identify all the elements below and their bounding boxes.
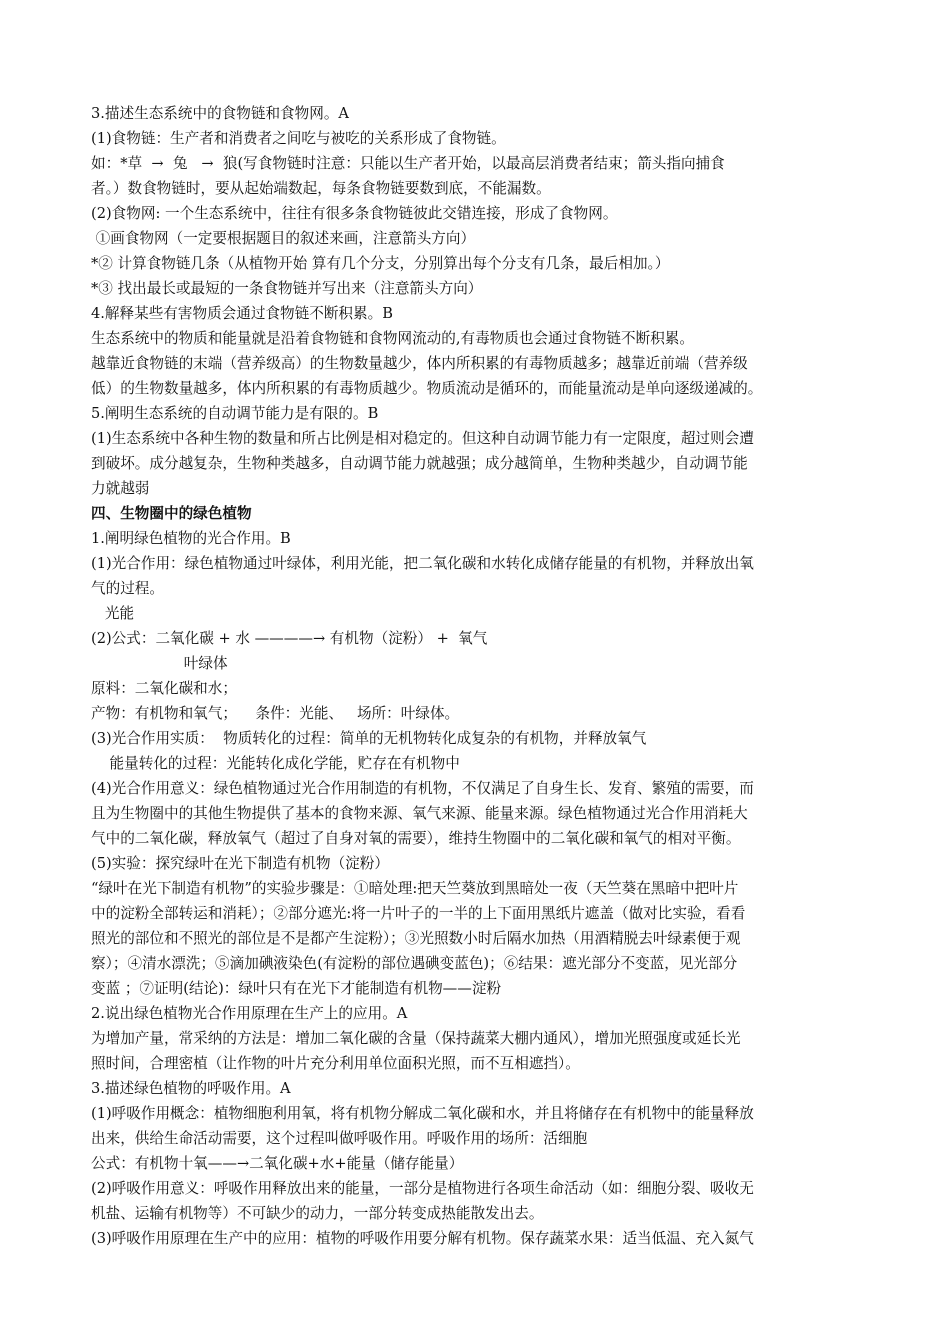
text-line: (1)生态系统中各种生物的数量和所占比例是相对稳定的。但这种自动调节能力有一定限度，超过则会遭: [91, 430, 754, 447]
text-line: 气中的二氧化碳，释放氧气（超过了自身对氧的需要），维持生物圈中的二氧化碳和氧气的相对平衡。: [91, 830, 741, 847]
formula-condition-light: 光能: [91, 605, 135, 622]
text-line: 为增加产量，常采纳的方法是：增加二氧化碳的含量（保持蔬菜大棚内通风），增加光照强度或延长光: [91, 1030, 741, 1047]
text-line: 照光的部位和不照光的部位是不是都产生淀粉）；③光照数小时后隔水加热（用酒精脱去叶绿素便于观: [91, 930, 741, 947]
text-line: ①画食物网（一定要根据题目的叙述来画，注意箭头方向）: [91, 230, 476, 247]
heading-self-regulation: 5.阐明生态系统的自动调节能力是有限的。B: [91, 405, 379, 422]
text-line: 力就越弱: [91, 480, 150, 497]
text-line: (3)光合作用实质： 物质转化的过程：简单的无机物转化成复杂的有机物，并释放氧气: [91, 730, 647, 747]
text-line: 原料：二氧化碳和水；: [91, 680, 237, 697]
heading-food-chain: 3.描述生态系统中的食物链和食物网。A: [91, 105, 349, 122]
text-line: 察）；④清水漂洗；⑤滴加碘液染色(有淀粉的部位遇碘变蓝色)；⑥结果：遮光部分不变蓝，见光部分: [91, 955, 738, 972]
text-line: (2)呼吸作用意义：呼吸作用释放出来的能量，一部分是植物进行各项生命活动（如：细胞分裂、吸收无: [91, 1180, 754, 1197]
heading-toxins: 4.解释某些有害物质会通过食物链不断积累。B: [91, 305, 393, 322]
text-line: 到破坏。成分越复杂，生物种类越多，自动调节能力就越强；成分越简单，生物种类越少，自动调节能: [91, 455, 748, 472]
text-line: “绿叶在光下制造有机物”的实验步骤是：①暗处理:把天竺葵放到黑暗处一夜（天竺葵在黑暗中把叶片: [91, 880, 739, 897]
text-line: 低）的生物数量越多，体内所积累的有毒物质越少。物质流动是循环的，而能量流动是单向逐级递减的。: [91, 380, 763, 397]
photosynthesis-formula: (2)公式：二氧化碳 + 水 ————→ 有机物（淀粉） + 氧气: [91, 630, 488, 647]
heading-photosynthesis: 1.阐明绿色植物的光合作用。B: [91, 530, 291, 547]
text-line: (1)呼吸作用概念：植物细胞利用氧，将有机物分解成二氧化碳和水，并且将储存在有机物中的能量释放: [91, 1105, 754, 1122]
text-line: (5)实验：探究绿叶在光下制造有机物（淀粉）: [91, 855, 389, 872]
heading-respiration: 3.描述绿色植物的呼吸作用。A: [91, 1080, 291, 1097]
text-line: 中的淀粉全部转运和消耗）；②部分遮光:将一片叶子的一半的上下面用黑纸片遮盖（做对比实验，看看: [91, 905, 746, 922]
text-line: *③ 找出最长或最短的一条食物链并写出来（注意箭头方向）: [91, 280, 483, 297]
text-line: (2)食物网: 一个生态系统中，往往有很多条食物链彼此交错连接，形成了食物网。: [91, 205, 618, 222]
text-line: 且为生物圈中的其他生物提供了基本的食物来源、氧气来源、能量来源。绿色植物通过光合作用消耗大: [91, 805, 748, 822]
text-line: 产物：有机物和氧气； 条件：光能、 场所：叶绿体。: [91, 705, 460, 722]
text-line: 照时间，合理密植（让作物的叶片充分利用单位面积光照，而不互相遮挡）。: [91, 1055, 580, 1072]
text-line: (1)光合作用：绿色植物通过叶绿体，利用光能，把二氧化碳和水转化成储存能量的有机物，并释放出氧: [91, 555, 754, 572]
text-line: 变蓝 ；⑦证明(结论)：绿叶只有在光下才能制造有机物——淀粉: [91, 980, 502, 997]
respiration-formula: 公式：有机物十氧——→二氧化碳+水+能量（储存能量）: [91, 1155, 464, 1172]
text-line: *② 计算食物链几条（从植物开始 算有几个分支，分别算出每个分支有几条，最后相加。）: [91, 255, 670, 272]
text-line: 气的过程。: [91, 580, 164, 597]
text-line: 生态系统中的物质和能量就是沿着食物链和食物网流动的,有毒物质也会通过食物链不断积累。: [91, 330, 694, 347]
formula-condition-chloroplast: 叶绿体: [91, 655, 228, 672]
text-line: 如：*草 → 兔 → 狼(写食物链时注意：只能以生产者开始，以最高层消费者结束；箭头指向捕食: [91, 155, 725, 172]
text-line: (4)光合作用意义：绿色植物通过光合作用制造的有机物，不仅满足了自身生长、发育、繁殖的需要，而: [91, 780, 754, 797]
text-line: 能量转化的过程：光能转化成化学能，贮存在有机物中: [91, 755, 460, 772]
section-title-green-plants: 四、生物圈中的绿色植物: [91, 505, 252, 522]
text-line: (3)呼吸作用原理在生产中的应用：植物的呼吸作用要分解有机物。保存蔬菜水果：适当低温、充入氮气: [91, 1230, 754, 1247]
heading-photosynthesis-application: 2.说出绿色植物光合作用原理在生产上的应用。A: [91, 1005, 408, 1022]
text-line: 出来，供给生命活动需要，这个过程叫做呼吸作用。呼吸作用的场所：活细胞: [91, 1130, 588, 1147]
text-line: (1)食物链：生产者和消费者之间吃与被吃的关系形成了食物链。: [91, 130, 506, 147]
text-line: 者。）数食物链时，要从起始端数起，每条食物链要数到底，不能漏数。: [91, 180, 551, 197]
text-line: 越靠近食物链的末端（营养级高）的生物数量越少，体内所积累的有毒物质越多；越靠近前端（营养级: [91, 355, 748, 372]
text-line: 机盐、运输有机物等）不可缺少的动力，一部分转变成热能散发出去。: [91, 1205, 544, 1222]
